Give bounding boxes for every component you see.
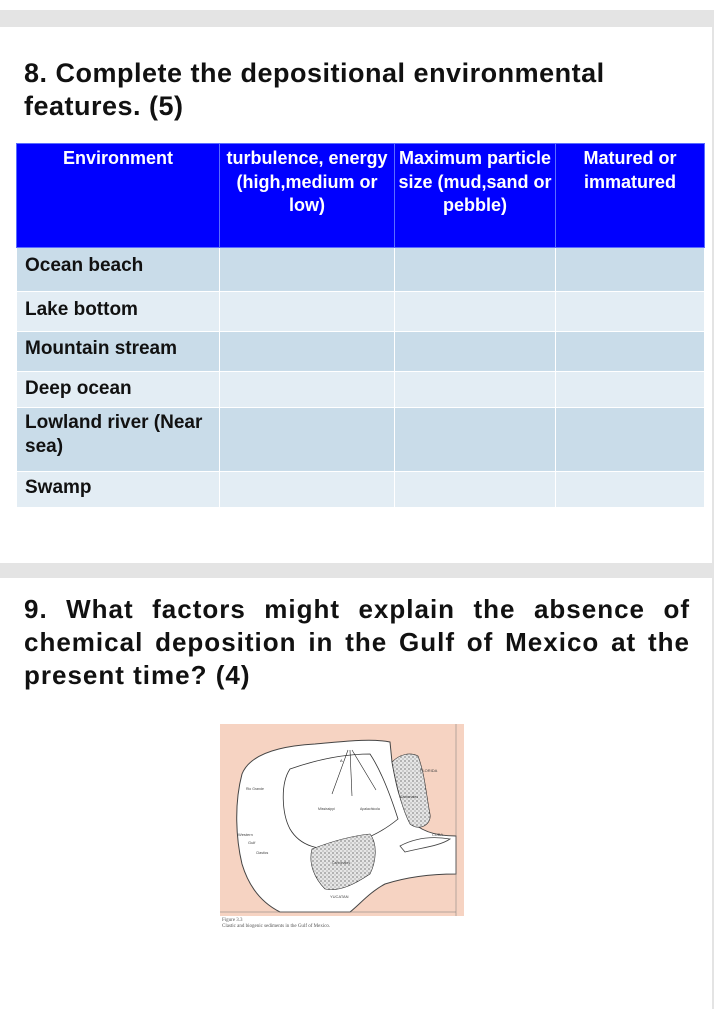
row-label-mountain-stream: Mountain stream xyxy=(17,332,220,372)
answer-cell[interactable] xyxy=(395,408,556,472)
label-cuba: CUBA xyxy=(432,832,444,837)
question-8-card xyxy=(0,27,712,563)
answer-cell[interactable] xyxy=(556,332,705,372)
row-label-lake-bottom: Lake bottom xyxy=(17,292,220,332)
top-bar xyxy=(0,0,714,10)
table-row xyxy=(17,408,705,472)
answer-cell[interactable] xyxy=(220,372,395,408)
answer-cell[interactable] xyxy=(556,292,705,332)
row-label-lowland-river: Lowland river (Near sea) xyxy=(17,408,220,472)
label-carbonates-ne: Carbonates xyxy=(400,795,419,799)
table-row xyxy=(17,372,705,408)
label-gulf: Gulf xyxy=(248,840,256,845)
label-a: A xyxy=(340,758,343,763)
label-carbonates-s: Carbonates xyxy=(332,861,351,865)
map-caption xyxy=(222,918,330,930)
answer-cell[interactable] xyxy=(220,292,395,332)
answer-cell[interactable] xyxy=(395,332,556,372)
answer-cell[interactable] xyxy=(556,408,705,472)
answer-cell[interactable] xyxy=(220,248,395,292)
header-turbulence: turbulence, energy (high,medium or low) xyxy=(220,144,395,248)
answer-cell[interactable] xyxy=(220,332,395,372)
answer-cell[interactable] xyxy=(395,472,556,508)
answer-cell[interactable] xyxy=(395,248,556,292)
question-9-card xyxy=(0,578,712,1009)
question-8-title: 8. Complete the depositional environmental features. (5) xyxy=(24,58,605,121)
header-matured: Matured or immatured xyxy=(556,144,705,248)
gulf-of-mexico-map xyxy=(220,724,464,916)
row-label-swamp: Swamp xyxy=(17,472,220,508)
label-apalachicola: Apalachicola xyxy=(360,807,380,811)
table-header-row xyxy=(17,144,705,248)
label-rio-grande: Rio Grande xyxy=(246,787,264,791)
label-western: Western xyxy=(238,832,253,837)
label-clastics: Clastics xyxy=(256,851,269,855)
caption-title: Figure 3.3 xyxy=(222,918,243,923)
answer-cell[interactable] xyxy=(395,372,556,408)
row-label-deep-ocean: Deep ocean xyxy=(17,372,220,408)
answer-cell[interactable] xyxy=(556,372,705,408)
table-row xyxy=(17,472,705,508)
answer-cell[interactable] xyxy=(556,248,705,292)
label-mississippi: Mississippi xyxy=(318,807,335,811)
table-row xyxy=(17,248,705,292)
header-environment: Environment xyxy=(17,144,220,248)
answer-cell[interactable] xyxy=(395,292,556,332)
header-particle-size: Maximum particle size (mud,sand or pebble) xyxy=(395,144,556,248)
environment-table xyxy=(16,143,705,508)
answer-cell[interactable] xyxy=(220,472,395,508)
answer-cell[interactable] xyxy=(220,408,395,472)
label-florida: FLORIDA xyxy=(420,768,438,773)
answer-cell[interactable] xyxy=(556,472,705,508)
caption-text: Clastic and biogenic sediments in the Gulf of Mexico. xyxy=(222,924,331,929)
label-yucatan: YUCATAN xyxy=(330,894,349,899)
table-row xyxy=(17,292,705,332)
row-label-ocean-beach: Ocean beach xyxy=(17,248,220,292)
table-row xyxy=(17,332,705,372)
question-9-title: 9. What factors might explain the absence of chemical deposition in the Gulf of Mexico at the present time? (4) xyxy=(24,594,690,690)
